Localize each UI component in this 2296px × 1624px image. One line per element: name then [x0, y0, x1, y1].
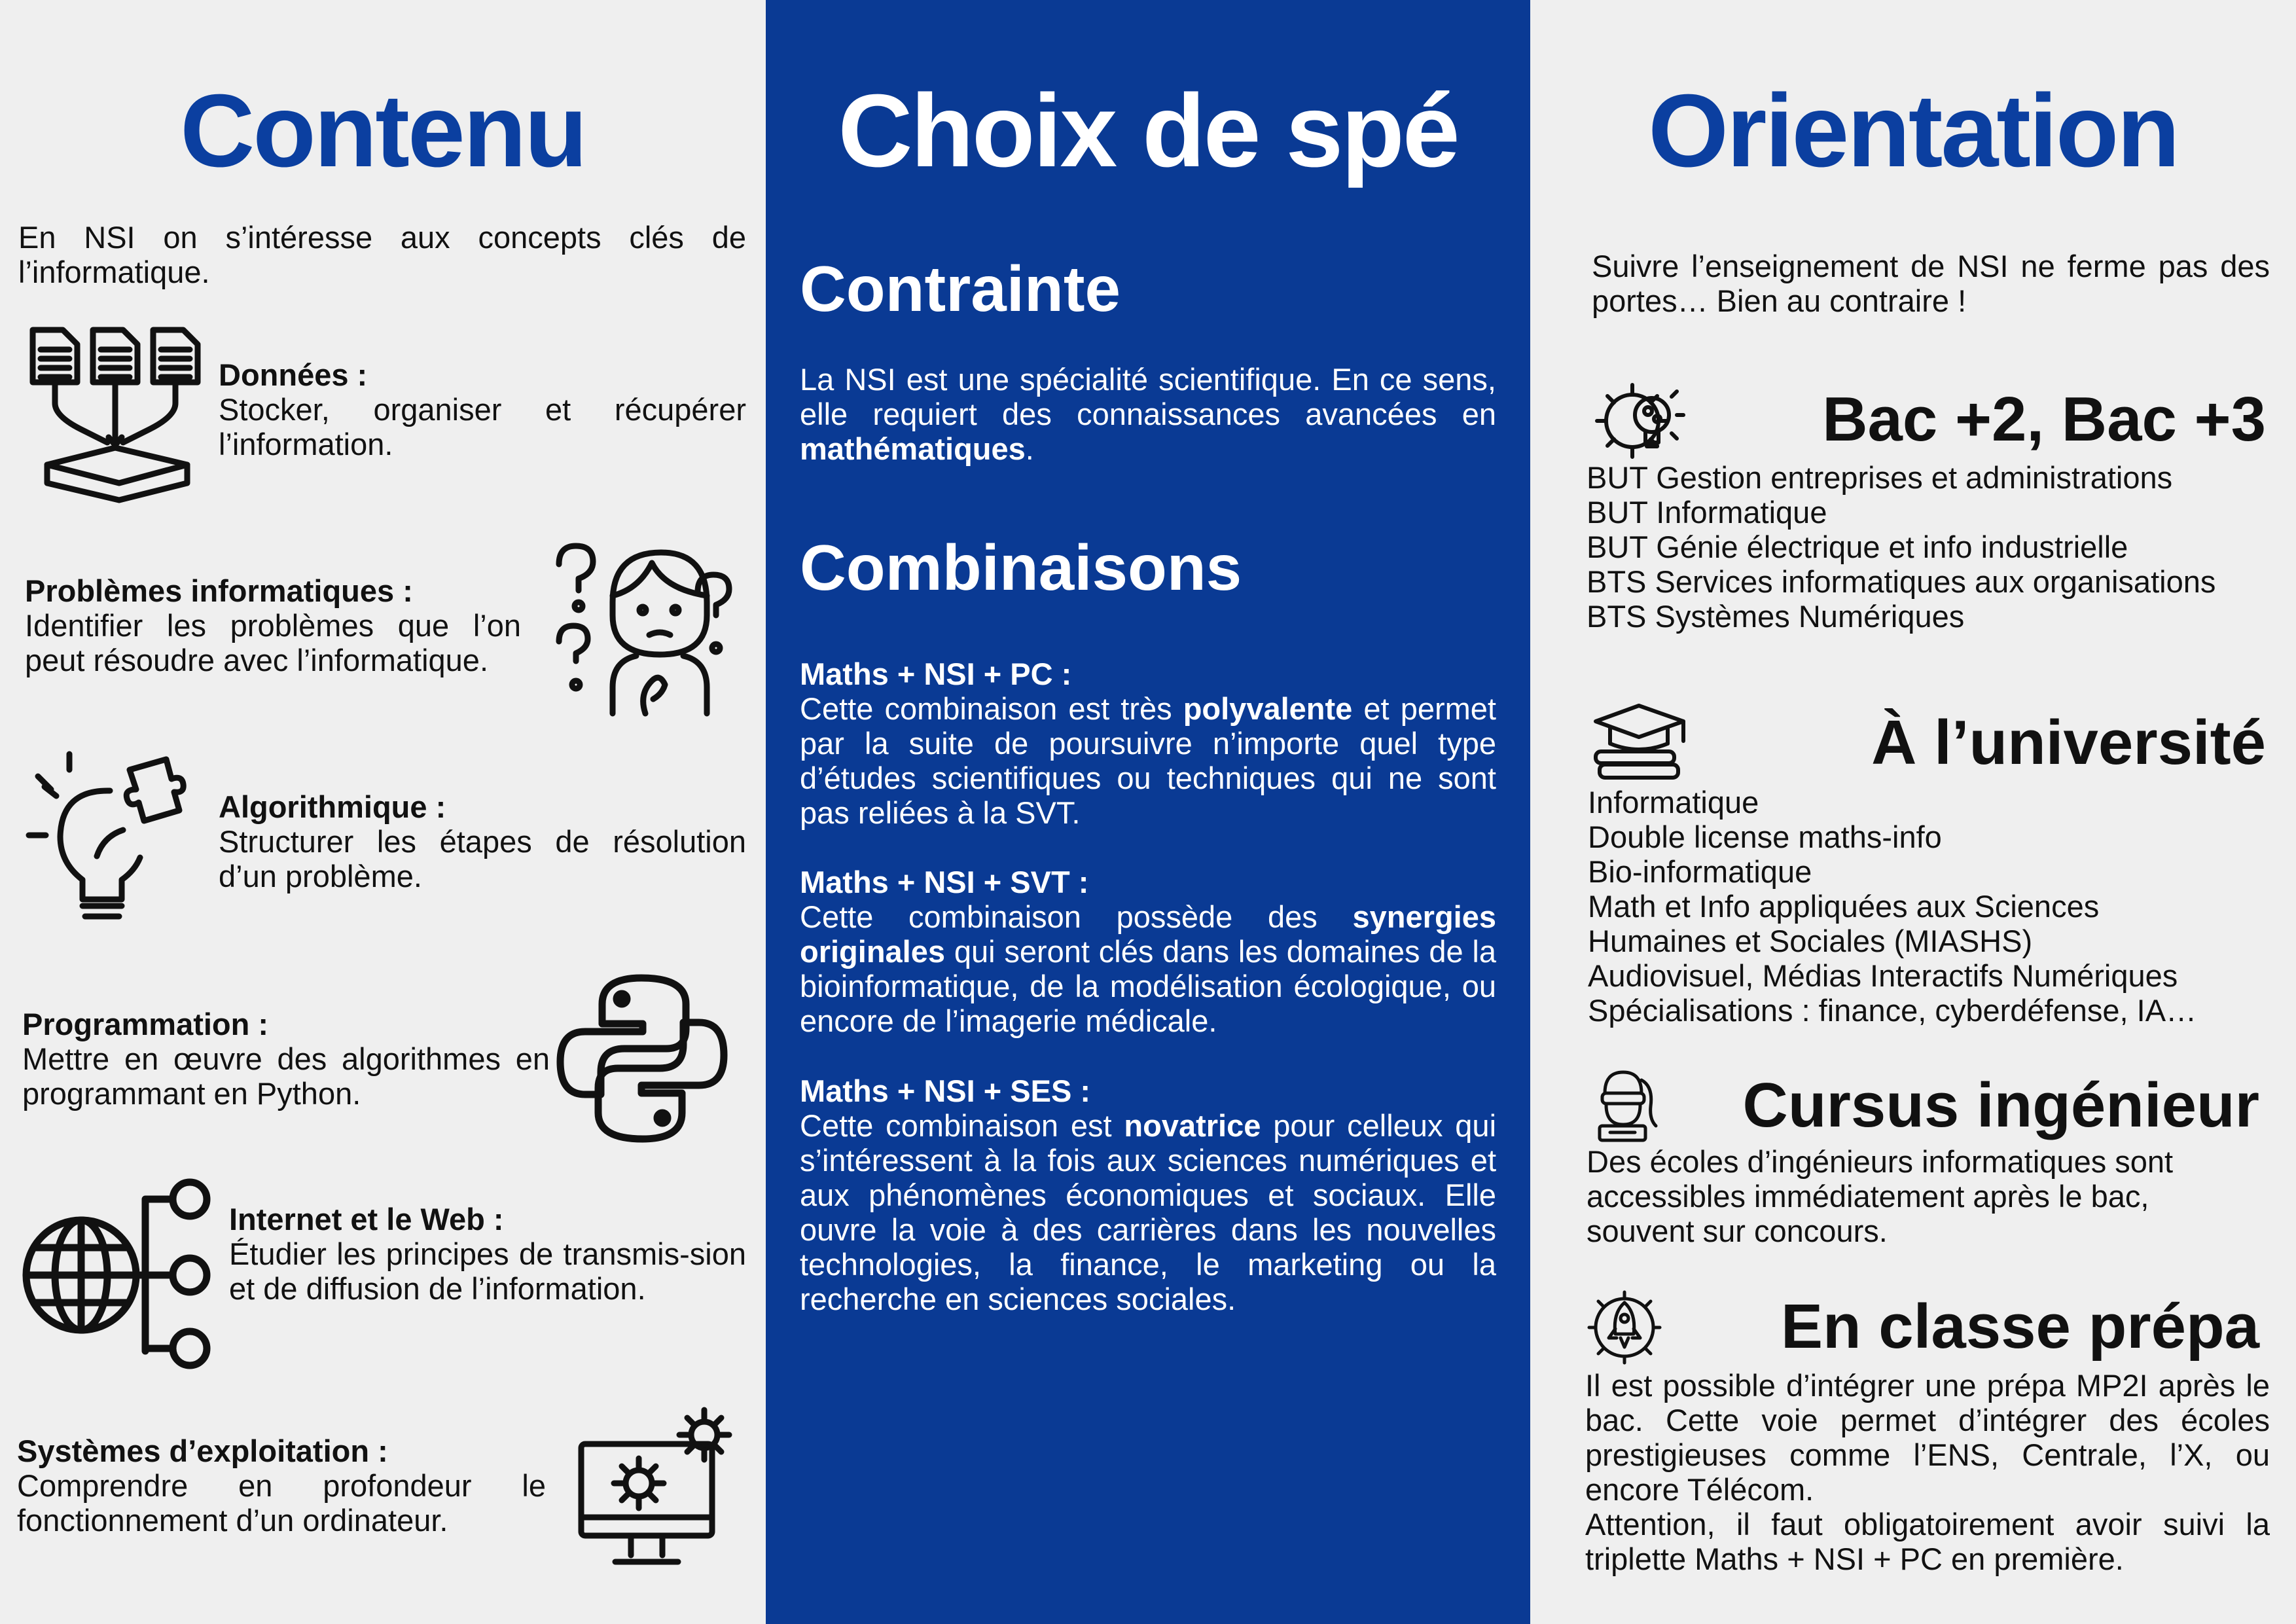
- combo-text-ses: Cette combinaison est novatrice pour celleux qui s’intéressent à la fois aux sciences numériques et aux phénomènes économiques et sociaux. Elle ouvre la voie à des carrières dans les nouvelles technologies, la finance, le marketing ou la recherche en sciences sociales.: [800, 1108, 1497, 1316]
- rocket-gear-icon: [1585, 1288, 1664, 1367]
- list-item: Double license maths-info: [1588, 820, 1942, 854]
- combo-text-svt: Cette combinaison possède des synergies originales qui seront clés dans les domaines de la bioinformatique, de la modélisation écologique, ou encore de l’imagerie médicale.: [800, 899, 1496, 1038]
- list-item: Spécialisations : finance, cyberdéfense, IA…: [1588, 993, 2197, 1028]
- engineer-icon: [1587, 1067, 1659, 1143]
- column-orientation: [1530, 0, 2296, 1624]
- heading-bac: Bac +2, Bac +3: [1822, 384, 2266, 454]
- heading-prepa: En classe prépa: [1780, 1291, 2259, 1362]
- column-choix-de-spe: [766, 0, 1530, 1624]
- list-universite: [1588, 785, 2242, 1028]
- list-bac: [1587, 460, 2241, 634]
- list-item: BTS Systèmes Numériques: [1587, 599, 1965, 634]
- item-text-systemes: Comprendre en profondeur le fonctionnement d’un ordinateur.: [17, 1468, 546, 1538]
- item-text-donnees: Stocker, organiser et récupérer l’information.: [219, 392, 746, 461]
- item-label-donnees: Données :: [219, 357, 368, 392]
- text-prepa: Il est possible d’intégrer une prépa MP2I après le bac. Cette voie permet d’intégrer des écoles prestigieuses comme l’ENS, Centrale, l’X, ou encore Télécom.: [1585, 1368, 2270, 1507]
- list-item: Audiovisuel, Médias Interactifs Numériques: [1588, 958, 2178, 993]
- list-item: BUT Informatique: [1587, 495, 1827, 530]
- item-label-algorithmique: Algorithmique :: [219, 789, 446, 824]
- lightbulb-puzzle-icon: [25, 750, 198, 923]
- text-ingenieur: Des écoles d’ingénieurs informatiques sont accessibles immédiatement après le bac, souvent sur concours.: [1587, 1144, 2174, 1248]
- intro-text: En NSI on s’intéresse aux concepts clés de l’informatique.: [18, 220, 746, 289]
- text-prepa-attention: Attention, il faut obligatoirement avoir suivi la triplette Maths + NSI + PC en première.: [1585, 1507, 2270, 1576]
- list-item: Informatique: [1588, 785, 1759, 820]
- python-logo-icon: [556, 973, 728, 1144]
- globe-network-icon: [21, 1177, 217, 1371]
- item-text-algorithmique: Structurer les étapes de résolution d’un problème.: [219, 824, 746, 893]
- list-item: BUT Génie électrique et info industrielle: [1587, 530, 2128, 564]
- heading-ingenieur: Cursus ingénieur: [1742, 1070, 2259, 1140]
- orientation-intro: Suivre l’enseignement de NSI ne ferme pas des portes… Bien au contraire !: [1592, 249, 2270, 318]
- title-orientation: Orientation: [1648, 73, 2178, 189]
- item-label-programmation: Programmation :: [22, 1007, 269, 1041]
- documents-to-database-icon: [27, 321, 206, 505]
- confused-person-icon: [547, 530, 737, 720]
- item-label-internet: Internet et le Web :: [229, 1202, 504, 1236]
- combo-label-ses: Maths + NSI + SES :: [800, 1074, 1091, 1108]
- combo-label-pc: Maths + NSI + PC :: [800, 657, 1072, 691]
- combo-text-pc: Cette combinaison est très polyvalente et permet par la suite de poursuivre n’importe quel type d’études scientifiques ou techniques qui ne sont pas reliées à la SVT.: [800, 691, 1496, 830]
- list-item: Math et Info appliquées aux Sciences: [1588, 889, 2100, 924]
- item-text-internet: Étudier les principes de transmis-sion et de diffusion de l’information.: [229, 1236, 746, 1306]
- item-label-problemes: Problèmes informatiques :: [25, 573, 413, 608]
- title-choix-de-spe: Choix de spé: [838, 73, 1458, 189]
- graduation-books-icon: [1590, 702, 1689, 783]
- column-contenu: [0, 0, 766, 1624]
- list-item: BUT Gestion entreprises et administrations: [1587, 460, 2173, 495]
- heading-universite: À l’université: [1871, 708, 2266, 778]
- list-item: Humaines et Sociales (MIASHS): [1588, 924, 2033, 958]
- heading-contrainte: Contrainte: [800, 253, 1121, 325]
- item-text-problemes: Identifier les problèmes que l’on peut résoudre avec l’informatique.: [25, 608, 521, 677]
- list-item: BTS Services informatiques aux organisations: [1587, 564, 2216, 599]
- heading-combinaisons: Combinaisons: [800, 532, 1242, 604]
- title-contenu: Contenu: [180, 73, 586, 189]
- combo-label-svt: Maths + NSI + SVT :: [800, 865, 1089, 899]
- constraint-text: La NSI est une spécialité scientifique. En ce sens, elle requiert des connaissances avancées en mathématiques.: [800, 362, 1496, 466]
- item-text-programmation: Mettre en œuvre des algorithmes en programmant en Python.: [22, 1041, 550, 1111]
- list-item: Bio-informatique: [1588, 854, 1812, 889]
- item-label-systemes: Systèmes d’exploitation :: [17, 1434, 388, 1468]
- gear-brain-icon: [1592, 378, 1690, 463]
- computer-gears-icon: [576, 1401, 740, 1575]
